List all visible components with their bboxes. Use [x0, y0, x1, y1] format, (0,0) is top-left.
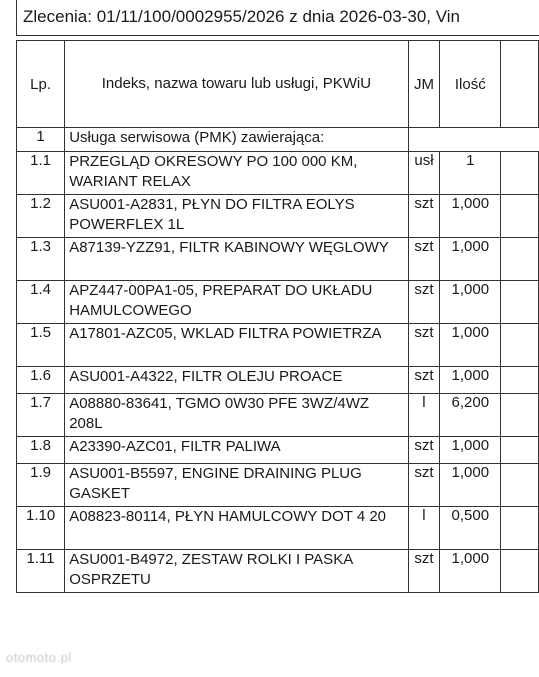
cell-lp: 1.10: [17, 507, 65, 550]
cell-qty: 1,000: [440, 195, 501, 238]
table-row: [17, 152, 539, 195]
cell-lp: 1: [17, 128, 65, 152]
cell-name: A17801-AZC05, WKLAD FILTRA POWIETRZA: [65, 324, 408, 367]
table-row: [17, 324, 539, 367]
table-row: [17, 195, 539, 238]
table-row: [17, 507, 539, 550]
cell-extra: [501, 152, 539, 195]
cell-lp: 1.7: [17, 394, 65, 437]
cell-qty: 1,000: [440, 281, 501, 324]
cell-extra: [501, 367, 539, 394]
column-header-jm: JM: [408, 41, 440, 128]
cell-extra: [501, 394, 539, 437]
cell-empty: [408, 128, 538, 152]
cell-lp: 1.3: [17, 238, 65, 281]
cell-extra: [501, 550, 539, 593]
cell-name: A08880-83641, TGMO 0W30 PFE 3WZ/4WZ 208L: [65, 394, 408, 437]
cell-lp: 1.4: [17, 281, 65, 324]
cell-qty: 1,000: [440, 464, 501, 507]
cell-jm: szt: [408, 195, 440, 238]
cell-lp: 1.9: [17, 464, 65, 507]
cell-lp: 1.1: [17, 152, 65, 195]
cell-name: Usługa serwisowa (PMK) zawierająca:: [65, 128, 408, 152]
cell-name: ASU001-B5597, ENGINE DRAINING PLUG GASKET: [65, 464, 408, 507]
cell-qty: 1,000: [440, 324, 501, 367]
cell-jm: l: [408, 507, 440, 550]
column-header-extra: [501, 41, 539, 128]
cell-qty: 6,200: [440, 394, 501, 437]
table-row: [17, 464, 539, 507]
cell-extra: [501, 507, 539, 550]
cell-extra: [501, 281, 539, 324]
cell-name: PRZEGLĄD OKRESOWY PO 100 000 KM, WARIANT RELAX: [65, 152, 408, 195]
cell-name: ASU001-A2831, PŁYN DO FILTRA EOLYS POWERFLEX 1L: [65, 195, 408, 238]
cell-qty: 1,000: [440, 367, 501, 394]
table-row: [17, 437, 539, 464]
order-header: Zlecenia: 01/11/100/0002955/2026 z dnia 2026-03-30, Vin: [16, 0, 539, 36]
items-table: [16, 40, 539, 593]
table-row-group: [17, 128, 539, 152]
table-row: [17, 394, 539, 437]
cell-qty: 0,500: [440, 507, 501, 550]
cell-lp: 1.11: [17, 550, 65, 593]
watermark-text: otomoto.pl: [6, 650, 72, 665]
table-row: [17, 238, 539, 281]
cell-name: ASU001-B4972, ZESTAW ROLKI I PASKA OSPRZETU: [65, 550, 408, 593]
column-header-qty: Ilość: [440, 41, 501, 128]
cell-qty: 1: [440, 152, 501, 195]
cell-lp: 1.2: [17, 195, 65, 238]
table-row: [17, 367, 539, 394]
cell-extra: [501, 464, 539, 507]
cell-name: APZ447-00PA1-05, PREPARAT DO UKŁADU HAMULCOWEGO: [65, 281, 408, 324]
cell-lp: 1.5: [17, 324, 65, 367]
cell-name: A87139-YZZ91, FILTR KABINOWY WĘGLOWY: [65, 238, 408, 281]
cell-jm: szt: [408, 324, 440, 367]
cell-name: A23390-AZC01, FILTR PALIWA: [65, 437, 408, 464]
table-row: [17, 550, 539, 593]
cell-extra: [501, 437, 539, 464]
cell-qty: 1,000: [440, 550, 501, 593]
cell-jm: szt: [408, 550, 440, 593]
column-header-lp: Lp.: [17, 41, 65, 128]
cell-lp: 1.6: [17, 367, 65, 394]
cell-jm: szt: [408, 367, 440, 394]
cell-extra: [501, 324, 539, 367]
table-header-row: [17, 41, 539, 128]
cell-name: ASU001-A4322, FILTR OLEJU PROACE: [65, 367, 408, 394]
cell-extra: [501, 195, 539, 238]
cell-jm: l: [408, 394, 440, 437]
table-row: [17, 281, 539, 324]
cell-jm: szt: [408, 437, 440, 464]
cell-jm: szt: [408, 281, 440, 324]
cell-jm: usł: [408, 152, 440, 195]
cell-lp: 1.8: [17, 437, 65, 464]
cell-qty: 1,000: [440, 437, 501, 464]
cell-jm: szt: [408, 238, 440, 281]
cell-qty: 1,000: [440, 238, 501, 281]
cell-extra: [501, 238, 539, 281]
column-header-name: Indeks, nazwa towaru lub usługi, PKWiU: [65, 41, 408, 128]
cell-name: A08823-80114, PŁYN HAMULCOWY DOT 4 20: [65, 507, 408, 550]
cell-jm: szt: [408, 464, 440, 507]
